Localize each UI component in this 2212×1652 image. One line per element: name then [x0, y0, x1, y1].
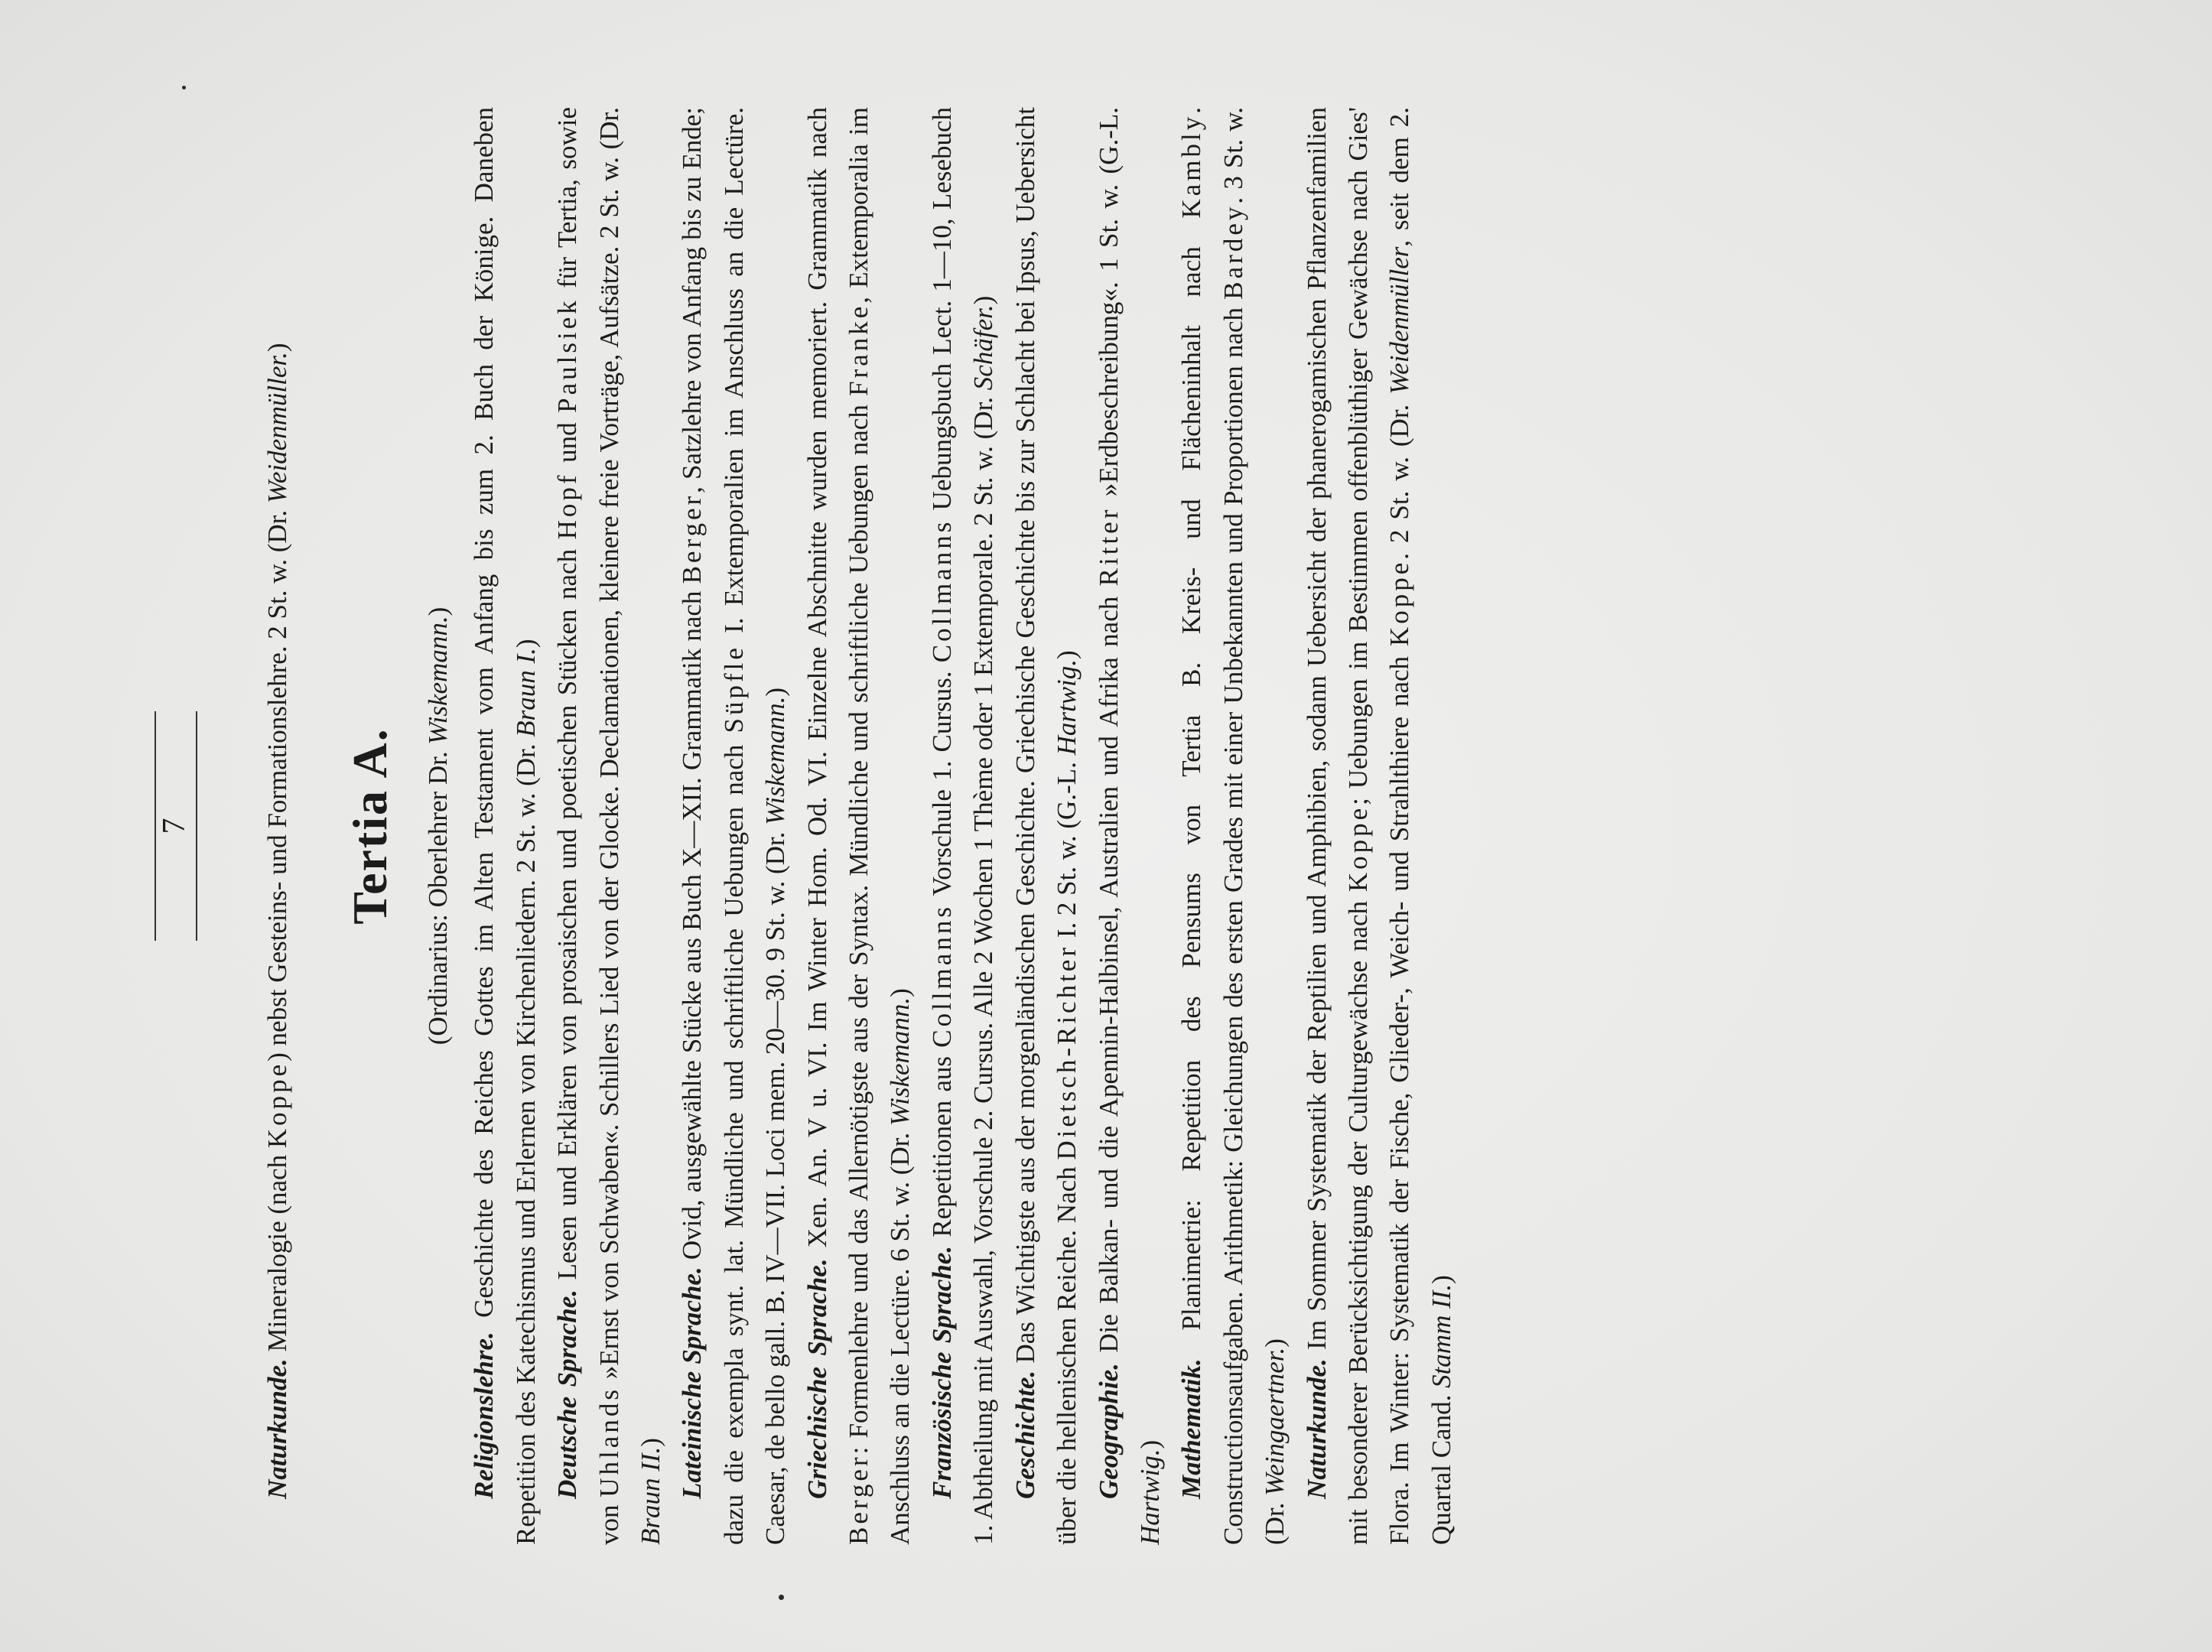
text-segment: Ovid, ausgewählte Stücke aus Buch X—XII. Grammatik nach	[677, 584, 708, 1267]
rotated-document-page	[150, 107, 2062, 1545]
teacher-name: Weidenmüller	[1384, 246, 1415, 395]
author-name: Hopf	[552, 472, 583, 540]
subject-label: Naturkunde.	[1301, 1358, 1332, 1499]
text-segment: Xen. An. V u. VI. Im Winter Hom. Od. VI. Einzelne Abschnitte wurden memoriert. Grammatik nach	[802, 107, 832, 1259]
subject-label: Lateinische Sprache.	[677, 1267, 708, 1499]
text-segment: )	[885, 988, 916, 997]
author-name: Bardey	[1218, 203, 1248, 300]
text-segment: und	[552, 412, 583, 473]
text-segment: , seit dem 2. Quartal Cand.	[1384, 107, 1456, 1545]
ordinarius-line	[418, 107, 459, 1545]
text-segment: Repetitionen aus	[926, 1047, 957, 1246]
teacher-name: Hartwig.	[1134, 1449, 1165, 1545]
text-segment: für Tertia, sowie von	[552, 106, 624, 1545]
author-name: Berger	[844, 1454, 874, 1545]
author-name: Collmanns	[926, 519, 957, 663]
author-name: Koppe	[1342, 805, 1373, 893]
teacher-name: Wiskemann.	[423, 616, 454, 745]
text-segment: Geschichte des Reiches Gottes im Alten Testament vom Anfang bis zum 2. Buch der Könige. Daneben Repetition des Katechismus und Erlernen von Kirchenliedern. 2 St. w. (Dr.	[469, 107, 541, 1545]
subject-label: Französische Sprache.	[926, 1245, 957, 1499]
author-name: Collmanns	[926, 904, 957, 1048]
text-segment: )	[968, 295, 999, 305]
text-segment: »Ernst von Schwaben«. Schillers Lied von der Glocke. Declamationen, kleinere freie Vorträge, Aufsätze. 2 St. w. (Dr.	[594, 107, 624, 1387]
author-name: Uhlands	[594, 1387, 624, 1498]
geographie-paragraph	[1088, 107, 1172, 1545]
teacher-name: Wiskemann.	[760, 696, 791, 825]
text-segment: I. 2 St. w. (G.-L.	[1052, 755, 1082, 945]
author-name: Koppe	[262, 1061, 292, 1149]
text-segment: . 2 St. w. (Dr.	[1384, 394, 1415, 560]
teacher-name: Weingaertner.	[1260, 1347, 1290, 1496]
author-name: Koppe	[1384, 559, 1415, 647]
text-segment: Im Sommer Systematik der Reptilien und Amphibien, sodann Uebersicht der phanerogamischen Pflanzenfamilien mit besonderer Berücksichtigung der Culturgewächse nach	[1301, 107, 1373, 1545]
text-segment: Mineralogie (nach	[262, 1148, 292, 1359]
text-segment: )	[1426, 1275, 1456, 1284]
text-segment: Lesen und Erklären von prosaischen und poetischen Stücken nach	[552, 539, 583, 1289]
text-segment: »Erdbeschreibung«. 1 St. w. (G.-L.	[1093, 106, 1124, 507]
text-segment: . Constructionsaufgaben. Arithmetik: Gleichungen des ersten Grades mit einer Unbekannten und Proportionen nach	[1176, 107, 1248, 1545]
deutsch-paragraph	[547, 107, 672, 1545]
text-segment: Vorschule 1. Cursus.	[926, 662, 957, 905]
text-segment: )	[510, 639, 541, 649]
text-segment: Uebungsbuch Lect. 1—10, Lesebuch 1. Abtheilung mit Auswahl, Vorschule 2. Cursus. Alle 2 Wochen 1 Thème oder 1 Extemporale. 2 St. w. (Dr.	[926, 107, 999, 1545]
text-segment: : Formenlehre und das Allernötigste aus der Syntax. Mündliche und schriftliche Uebungen nach	[844, 395, 874, 1455]
subject-label: Mathematik.	[1176, 1358, 1207, 1499]
geschichte-paragraph	[1005, 107, 1088, 1545]
teacher-name: Hartwig.	[1052, 659, 1082, 756]
text-segment: (Ordinarius: Oberlehrer Dr.	[423, 744, 454, 1046]
text-segment: )	[1134, 1439, 1165, 1449]
author-name: Berger	[677, 493, 708, 584]
text-segment: . 3 St. w. (Dr.	[1218, 107, 1290, 1545]
text-segment: )	[262, 343, 292, 353]
speck-mark	[779, 1595, 784, 1600]
text-segment: ) nebst Gesteins- und Formationslehre. 2 St. w. (Dr.	[262, 503, 292, 1062]
author-name: Franke	[844, 303, 874, 396]
teacher-name: Stamm II.	[1426, 1283, 1456, 1388]
author-name: Kambly	[1176, 113, 1207, 219]
subject-label: Griechische Sprache.	[802, 1258, 832, 1499]
text-segment: I. Extemporalien im Anschluss an die Lectüre. Caesar, de bello gall. B. IV—VII. Loci mem. 20—30. 9 St. w. (Dr.	[718, 107, 791, 1545]
section-heading: Tertia A.	[343, 727, 398, 925]
subject-label: Religionslehre.	[469, 1332, 499, 1499]
religion-paragraph	[464, 107, 547, 1545]
author-name: Süpfle	[718, 645, 749, 733]
author-name: Ritter	[1093, 506, 1124, 587]
teacher-name: Braun II.	[636, 1446, 666, 1545]
subject-label: Naturkunde.	[262, 1358, 292, 1499]
text-segment: ; Uebungen im Bestimmen offenblüthiger Gewächse nach Gies' Flora. Im Winter: Systematik der Fische, Glieder-, Weich- und Strahlthiere nach	[1342, 107, 1415, 1545]
franzoesisch-paragraph	[922, 107, 1005, 1545]
subject-label: Geographie.	[1093, 1363, 1124, 1499]
page-number: 7	[157, 818, 192, 834]
griechisch-paragraph	[797, 107, 922, 1545]
teacher-name: Braun I.	[510, 648, 541, 737]
author-name: Paulsiek	[552, 298, 583, 413]
text-segment: )	[760, 688, 791, 697]
text-segment: )	[1052, 650, 1082, 659]
author-name: Dietsch-Richter	[1052, 945, 1082, 1160]
naturkunde-paragraph	[1296, 107, 1463, 1545]
teacher-name: Weidenmüller.	[262, 352, 292, 504]
text-segment: )	[636, 1438, 666, 1447]
text-segment: )	[423, 606, 454, 616]
text-segment: Das Wichtigste aus der morgenländischen Geschichte. Griechische Geschichte bis zur Schlacht bei Ipsus, Uebersicht über die hellenischen Reiche. Nach	[1010, 107, 1082, 1545]
subject-label: Deutsche Sprache.	[552, 1289, 583, 1499]
page-number-rule-bottom	[196, 711, 197, 941]
latein-paragraph	[672, 107, 796, 1545]
text-segment: )	[1260, 1338, 1290, 1348]
speck-mark	[182, 86, 186, 89]
intro-naturkunde-paragraph	[257, 107, 298, 1545]
teacher-name: Schäfer.	[968, 304, 999, 391]
mathematik-paragraph	[1171, 107, 1296, 1545]
page-content	[150, 107, 1462, 1545]
text-segment: , Satzlehre von Anfang bis zu Ende; dazu die exempla synt. lat. Mündliche und schriftliche Uebungen nach	[677, 106, 749, 1545]
text-segment: Die Balkan- und die Apennin-Halbinsel, Australien und Afrika nach	[1093, 586, 1124, 1364]
subject-label: Geschichte.	[1010, 1370, 1040, 1499]
text-segment: Planimetrie: Repetition des Pensums von Tertia B. Kreis- und Flächeninhalt nach	[1176, 218, 1207, 1359]
text-segment: , Extemporalia im Anschluss an die Lectüre. 6 St. w. (Dr.	[844, 106, 916, 1545]
teacher-name: Wiskemann.	[885, 997, 916, 1127]
